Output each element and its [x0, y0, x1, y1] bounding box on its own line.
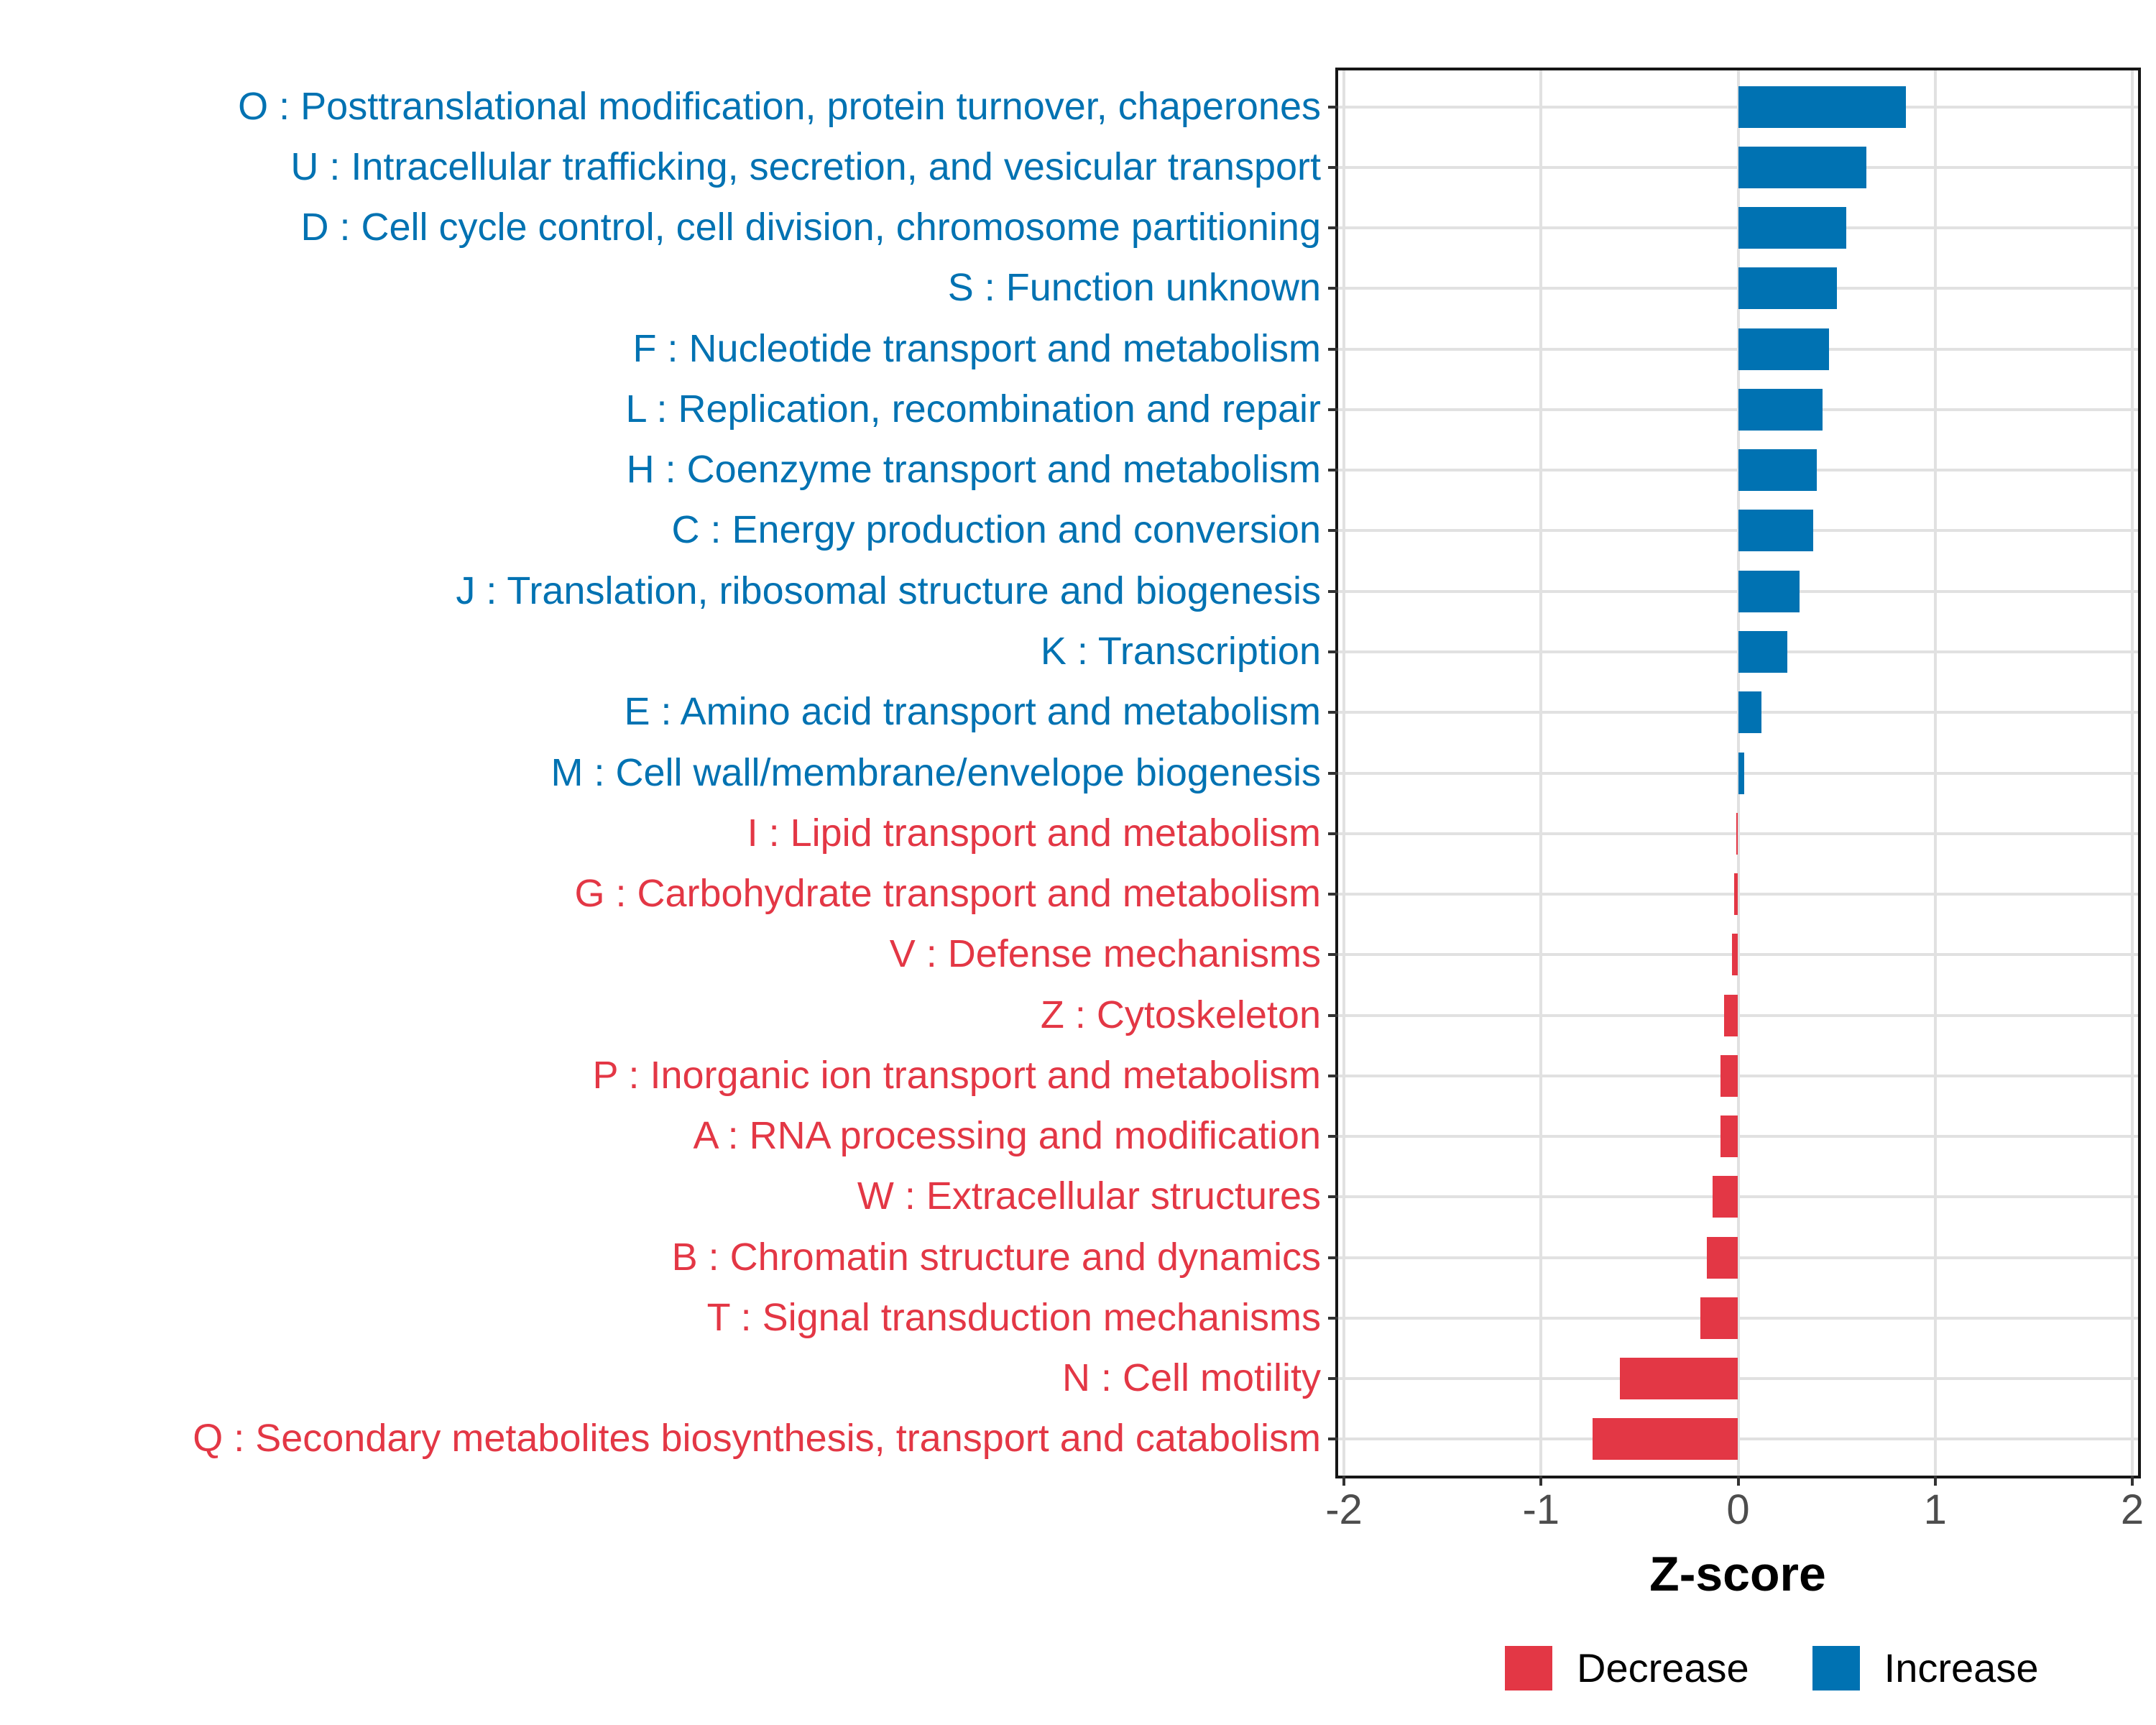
- y-tick: [1328, 832, 1338, 835]
- bar: [1724, 995, 1738, 1036]
- y-gridline: [1338, 1256, 2138, 1259]
- bar: [1738, 147, 1866, 188]
- y-tick: [1328, 893, 1338, 896]
- category-label: T : Signal transduction mechanisms: [706, 1295, 1321, 1339]
- y-gridline: [1338, 1377, 2138, 1380]
- category-label: D : Cell cycle control, cell division, chromosome partitioning: [300, 206, 1321, 249]
- category-label: U : Intracellular trafficking, secretion, and vesicular transport: [290, 144, 1321, 188]
- y-tick: [1328, 529, 1338, 532]
- y-gridline: [1338, 1075, 2138, 1077]
- increase-swatch: [1812, 1646, 1860, 1690]
- category-label: Q : Secondary metabolites biosynthesis, transport and catabolism: [193, 1417, 1321, 1460]
- category-label: N : Cell motility: [1061, 1356, 1321, 1400]
- bar: [1738, 571, 1800, 612]
- y-tick: [1328, 711, 1338, 714]
- legend-item-increase: [1812, 1646, 2039, 1690]
- category-label: L : Replication, recombination and repair: [625, 387, 1321, 431]
- bar: [1736, 813, 1738, 855]
- y-tick: [1328, 1014, 1338, 1017]
- y-tick: [1328, 1256, 1338, 1259]
- category-label: M : Cell wall/membrane/envelope biogenesis: [550, 750, 1321, 794]
- bar: [1713, 1176, 1738, 1218]
- x-tick: [1934, 1476, 1937, 1486]
- category-label: H : Coenzyme transport and metabolism: [626, 448, 1321, 492]
- legend: [1505, 1646, 2038, 1690]
- x-tick-label: 2: [2120, 1486, 2145, 1533]
- y-gridline: [1338, 832, 2138, 835]
- bar: [1700, 1297, 1738, 1339]
- y-tick: [1328, 1195, 1338, 1198]
- y-tick: [1328, 287, 1338, 290]
- bar: [1738, 510, 1813, 551]
- bar: [1720, 1055, 1738, 1097]
- category-label: O : Posttranslational modification, protein turnover, chaperones: [238, 84, 1321, 128]
- category-label: I : Lipid transport and metabolism: [747, 811, 1321, 855]
- bar: [1738, 449, 1818, 491]
- bar: [1738, 267, 1837, 309]
- x-tick: [1342, 1476, 1345, 1486]
- bar: [1707, 1237, 1738, 1279]
- y-gridline: [1338, 1438, 2138, 1440]
- y-tick: [1328, 469, 1338, 472]
- x-axis-title: Z-score: [1649, 1547, 1826, 1601]
- category-label: C : Energy production and conversion: [671, 508, 1321, 552]
- y-tick: [1328, 650, 1338, 653]
- y-tick: [1328, 953, 1338, 956]
- y-tick: [1328, 348, 1338, 351]
- bar: [1738, 86, 1906, 128]
- y-gridline: [1338, 1014, 2138, 1017]
- bar: [1738, 328, 1829, 370]
- y-gridline: [1338, 1195, 2138, 1198]
- category-label: V : Defense mechanisms: [889, 932, 1321, 976]
- bar: [1738, 389, 1823, 431]
- bar: [1738, 631, 1788, 673]
- category-label: P : Inorganic ion transport and metabolism: [592, 1053, 1321, 1097]
- x-tick-label: 0: [1726, 1486, 1750, 1533]
- x-tick-label: 1: [1923, 1486, 1947, 1533]
- x-tick: [1539, 1476, 1542, 1486]
- y-tick: [1328, 590, 1338, 593]
- category-label: W : Extracellular structures: [857, 1174, 1321, 1218]
- y-gridline: [1338, 953, 2138, 956]
- y-tick: [1328, 408, 1338, 411]
- y-tick: [1328, 106, 1338, 109]
- category-label: S : Function unknown: [947, 266, 1321, 310]
- plot-panel: [1338, 70, 2138, 1476]
- y-tick: [1328, 226, 1338, 229]
- bar: [1738, 753, 1744, 794]
- y-tick: [1328, 166, 1338, 169]
- category-label: K : Transcription: [1040, 629, 1321, 673]
- category-label: J : Translation, ribosomal structure and biogenesis: [456, 569, 1321, 612]
- bar: [1738, 207, 1847, 249]
- y-gridline: [1338, 893, 2138, 896]
- y-tick: [1328, 1317, 1338, 1320]
- decrease-label: Decrease: [1577, 1645, 1749, 1690]
- y-gridline: [1338, 1317, 2138, 1320]
- category-label: A : RNA processing and modification: [693, 1114, 1321, 1158]
- y-gridline: [1338, 1135, 2138, 1138]
- category-label: F : Nucleotide transport and metabolism: [632, 326, 1321, 370]
- category-label: Z : Cytoskeleton: [1040, 993, 1321, 1036]
- y-tick: [1328, 772, 1338, 775]
- bar: [1620, 1358, 1738, 1399]
- bar: [1738, 691, 1762, 733]
- legend-item-decrease: [1505, 1646, 1749, 1690]
- increase-label: Increase: [1884, 1645, 2039, 1690]
- category-label: B : Chromatin structure and dynamics: [671, 1235, 1321, 1279]
- x-tick: [2131, 1476, 2134, 1486]
- bar: [1720, 1116, 1738, 1157]
- x-tick: [1737, 1476, 1740, 1486]
- bar: [1593, 1418, 1738, 1460]
- category-label: E : Amino acid transport and metabolism: [624, 690, 1321, 734]
- y-tick: [1328, 1075, 1338, 1077]
- x-tick-label: -1: [1522, 1486, 1560, 1533]
- bar: [1734, 873, 1738, 915]
- y-tick: [1328, 1135, 1338, 1138]
- y-tick: [1328, 1438, 1338, 1440]
- bar: [1732, 934, 1738, 975]
- y-tick: [1328, 1377, 1338, 1380]
- x-tick-label: -2: [1325, 1486, 1363, 1533]
- decrease-swatch: [1505, 1646, 1552, 1690]
- category-label: G : Carbohydrate transport and metabolism: [574, 871, 1321, 915]
